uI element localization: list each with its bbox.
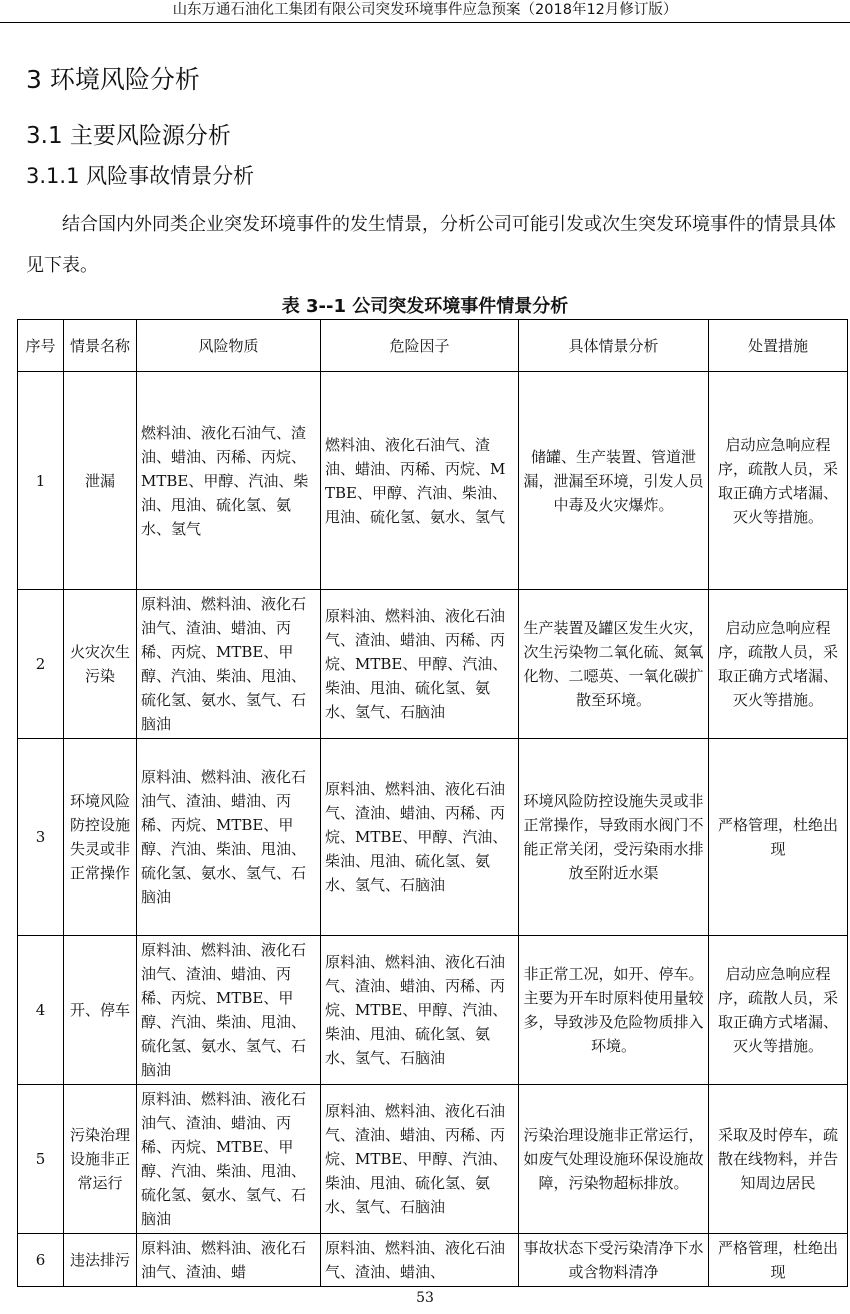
col-header-risk-substances: 风险物质 [137,320,321,372]
cell-hazard-factors: 原料油、燃料油、液化石油气、渣油、蜡油、丙稀、丙烷、MTBE、甲醇、汽油、柴油、甩油、硫化氢、氨水、氢气、石脑油 [321,590,519,739]
cell-scenario: 开、停车 [64,936,137,1085]
cell-measures: 启动应急响应程序，疏散人员，采取正确方式堵漏、灭火等措施。 [709,372,848,590]
cell-risk-substances: 原料油、燃料油、液化石油气、渣油、蜡油、丙稀、丙烷、MTBE、甲醇、汽油、柴油、甩油、硫化氢、氨水、氢气、石脑油 [137,739,321,936]
table-row [18,936,848,1085]
cell-scenario-analysis: 生产装置及罐区发生火灾，次生污染物二氧化硫、氮氧化物、二噁英、一氧化碳扩散至环境。 [519,590,709,739]
cell-risk-substances: 原料油、燃料油、液化石油气、渣油、蜡油、丙稀、丙烷、MTBE、甲醇、汽油、柴油、甩油、硫化氢、氨水、氢气、石脑油 [137,936,321,1085]
heading-level-3: 3.1.1 风险事故情景分析 [26,164,255,188]
page-number: 53 [416,1290,434,1306]
cell-measures: 采取及时停车，疏散在线物料，并告知周边居民 [709,1085,848,1234]
cell-scenario-analysis: 非正常工况，如开、停车。主要为开车时原料使用量较多，导致涉及危险物质排入环境。 [519,936,709,1085]
cell-scenario-analysis: 环境风险防控设施失灵或非正常操作，导致雨水阀门不能正常关闭，受污染雨水排放至附近水渠 [519,739,709,936]
cell-index: 1 [18,372,64,590]
cell-scenario-analysis: 事故状态下受污染清净下水或含物料清净 [519,1234,709,1287]
cell-scenario-analysis: 污染治理设施非正常运行，如废气处理设施环保设施故障，污染物超标排放。 [519,1085,709,1234]
col-header-scenario-analysis: 具体情景分析 [519,320,709,372]
cell-scenario: 污染治理设施非正常运行 [64,1085,137,1234]
col-header-measures: 处置措施 [709,320,848,372]
table-header-row [18,320,848,372]
scenario-table [17,319,848,1287]
table-caption: 表 3--1 公司突发环境事件情景分析 [281,296,569,317]
table-row [18,739,848,936]
cell-hazard-factors: 燃料油、液化石油气、渣油、蜡油、丙稀、丙烷、MTBE、甲醇、汽油、柴油、甩油、硫化氢、氨水、氢气 [321,372,519,590]
cell-hazard-factors: 原料油、燃料油、液化石油气、渣油、蜡油、丙稀、丙烷、MTBE、甲醇、汽油、柴油、甩油、硫化氢、氨水、氢气、石脑油 [321,1085,519,1234]
cell-risk-substances: 原料油、燃料油、液化石油气、渣油、蜡油、丙稀、丙烷、MTBE、甲醇、汽油、柴油、甩油、硫化氢、氨水、氢气、石脑油 [137,1085,321,1234]
cell-scenario: 违法排污 [64,1234,137,1287]
cell-measures: 严格管理，杜绝出现 [709,739,848,936]
cell-scenario-analysis: 储罐、生产装置、管道泄漏，泄漏至环境，引发人员中毒及火灾爆炸。 [519,372,709,590]
table-row [18,590,848,739]
cell-risk-substances: 燃料油、液化石油气、渣油、蜡油、丙稀、丙烷、MTBE、甲醇、汽油、柴油、甩油、硫化氢、氨水、氢气 [137,372,321,590]
cell-scenario: 泄漏 [64,372,137,590]
cell-measures: 严格管理，杜绝出现 [709,1234,848,1287]
cell-hazard-factors: 原料油、燃料油、液化石油气、渣油、蜡油、丙稀、丙烷、MTBE、甲醇、汽油、柴油、甩油、硫化氢、氨水、氢气、石脑油 [321,936,519,1085]
table-row [18,372,848,590]
cell-risk-substances: 原料油、燃料油、液化石油气、渣油、蜡油、丙稀、丙烷、MTBE、甲醇、汽油、柴油、甩油、硫化氢、氨水、氢气、石脑油 [137,590,321,739]
intro-paragraph: 结合国内外同类企业突发环境事件的发生情景，分析公司可能引发或次生突发环境事件的情景具体见下表。 [26,214,836,276]
cell-scenario: 环境风险防控设施失灵或非正常操作 [64,739,137,936]
table-row [18,1085,848,1234]
heading-level-2: 3.1 主要风险源分析 [26,123,231,149]
cell-hazard-factors: 原料油、燃料油、液化石油气、渣油、蜡油、 [321,1234,519,1287]
cell-scenario: 火灾次生污染 [64,590,137,739]
cell-index: 2 [18,590,64,739]
col-header-index: 序号 [18,320,64,372]
col-header-hazard-factors: 危险因子 [321,320,519,372]
cell-index: 3 [18,739,64,936]
cell-index: 5 [18,1085,64,1234]
table-row [18,1234,848,1287]
col-header-scenario: 情景名称 [64,320,137,372]
cell-risk-substances: 原料油、燃料油、液化石油气、渣油、蜡 [137,1234,321,1287]
cell-measures: 启动应急响应程序，疏散人员，采取正确方式堵漏、灭火等措施。 [709,590,848,739]
cell-measures: 启动应急响应程序，疏散人员，采取正确方式堵漏、灭火等措施。 [709,936,848,1085]
heading-level-1: 3 环境风险分析 [26,65,200,94]
page-header: 山东万通石油化工集团有限公司突发环境事件应急预案（2018年12月修订版） [0,0,850,23]
cell-index: 6 [18,1234,64,1287]
cell-hazard-factors: 原料油、燃料油、液化石油气、渣油、蜡油、丙稀、丙烷、MTBE、甲醇、汽油、柴油、甩油、硫化氢、氨水、氢气、石脑油 [321,739,519,936]
cell-index: 4 [18,936,64,1085]
